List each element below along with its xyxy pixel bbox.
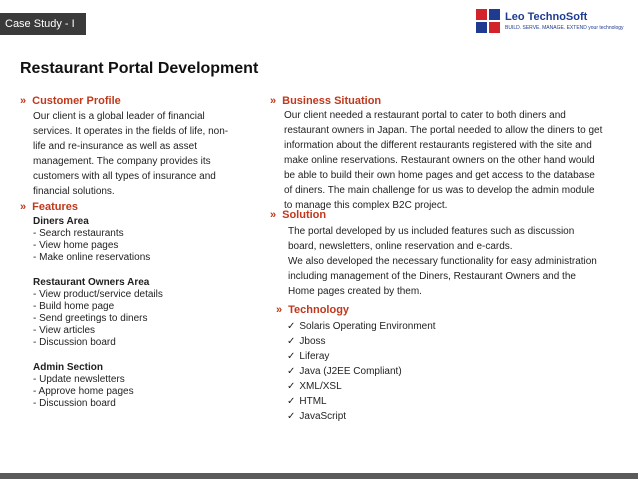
technology-item: ✓ Java (J2EE Compliant) xyxy=(287,366,402,377)
check-icon: ✓ xyxy=(287,396,296,407)
chevron-icon: » xyxy=(20,95,27,107)
business-situation-line: information about the different restaurants registered with the site and xyxy=(284,140,592,151)
customer-profile-line: life and re-insurance as well as asset xyxy=(33,141,197,152)
check-icon: ✓ xyxy=(287,366,296,377)
customer-profile-text xyxy=(33,109,228,199)
business-situation-line: be able to build their own home pages and get access to the database xyxy=(284,170,595,181)
feature-item: - View product/service details xyxy=(33,289,163,300)
customer-profile-line: management. The company provides its xyxy=(33,156,211,167)
business-situation-line: make online reservations. Restaurant owners on the other hand would xyxy=(284,155,595,166)
admin-section-heading: Admin Section xyxy=(33,362,104,373)
feature-item: - Make online reservations xyxy=(33,252,151,263)
solution-line: board, newsletters, online reservation and e-cards. xyxy=(288,241,513,252)
check-icon: ✓ xyxy=(287,351,296,362)
logo-name: Leo TechnoSoft xyxy=(505,11,588,23)
chevron-icon: » xyxy=(276,304,283,316)
business-situation-title: Business Situation xyxy=(282,95,382,107)
logo-tagline: BUILD. SERVE. MANAGE. EXTEND your technology xyxy=(505,25,624,31)
check-icon: ✓ xyxy=(287,381,296,392)
business-situation-text xyxy=(284,108,602,213)
solution-line: We also developed the necessary functionality for easy administration xyxy=(288,256,597,267)
feature-item: - Send greetings to diners xyxy=(33,313,148,324)
solution-line: The portal developed by us included features such as discussion xyxy=(288,226,575,237)
technology-item: ✓ HTML xyxy=(287,396,327,407)
logo-mark-icon xyxy=(476,9,500,33)
business-situation-line: restaurant owners in Japan. The portal needed to allow the diners to get xyxy=(284,125,603,136)
feature-item: - Discussion board xyxy=(33,337,116,348)
technology-heading xyxy=(276,304,349,316)
feature-item: - Discussion board xyxy=(33,398,116,409)
page-title: Restaurant Portal Development xyxy=(20,60,259,77)
business-situation-line: to manage this complex B2C project. xyxy=(284,200,448,211)
feature-item: - View articles xyxy=(33,325,96,336)
technology-title: Technology xyxy=(288,304,350,316)
features-list xyxy=(33,216,163,410)
footer-bar xyxy=(0,473,638,479)
company-logo xyxy=(476,9,636,49)
diners-area-heading: Diners Area xyxy=(33,216,89,227)
customer-profile-line: Our client is a global leader of financial xyxy=(33,111,205,122)
technology-item: ✓ JavaScript xyxy=(287,411,347,422)
solution-line: Home pages created by them. xyxy=(288,286,422,297)
feature-item: - Search restaurants xyxy=(33,228,124,239)
feature-item: - View home pages xyxy=(33,240,119,251)
technology-item: ✓ Solaris Operating Environment xyxy=(287,321,436,332)
feature-item: - Build home page xyxy=(33,301,115,312)
chevron-icon: » xyxy=(270,209,277,221)
solution-heading xyxy=(270,209,326,221)
check-icon: ✓ xyxy=(287,411,296,422)
business-situation-line: of diners. The main challenge for us was to develop the admin module xyxy=(284,185,595,196)
business-situation-heading xyxy=(270,95,381,107)
feature-item: - Update newsletters xyxy=(33,374,125,385)
feature-item: - Approve home pages xyxy=(33,386,134,397)
solution-line: including management of the Diners, Restaurant Owners and the xyxy=(288,271,576,282)
technology-list xyxy=(287,319,436,424)
features-heading xyxy=(20,201,78,213)
customer-profile-line: financial solutions. xyxy=(33,186,115,197)
case-study-tag: Case Study - I xyxy=(0,13,86,35)
business-situation-line: Our client needed a restaurant portal to cater to both diners and xyxy=(284,110,566,121)
restaurant-owners-area-heading: Restaurant Owners Area xyxy=(33,277,150,288)
chevron-icon: » xyxy=(270,95,277,107)
technology-item: ✓ XML/XSL xyxy=(287,381,342,392)
customer-profile-title: Customer Profile xyxy=(32,95,121,107)
check-icon: ✓ xyxy=(287,321,296,332)
check-icon: ✓ xyxy=(287,336,296,347)
customer-profile-line: customers with all types of insurance and xyxy=(33,171,216,182)
technology-item: ✓ Jboss xyxy=(287,336,326,347)
chevron-icon: » xyxy=(20,201,27,213)
customer-profile-line: services. It operates in the fields of life, non- xyxy=(33,126,229,137)
solution-text xyxy=(288,224,597,299)
technology-item: ✓ Liferay xyxy=(287,351,330,362)
customer-profile-heading xyxy=(20,95,121,107)
solution-title: Solution xyxy=(282,209,327,221)
features-title: Features xyxy=(32,201,78,213)
